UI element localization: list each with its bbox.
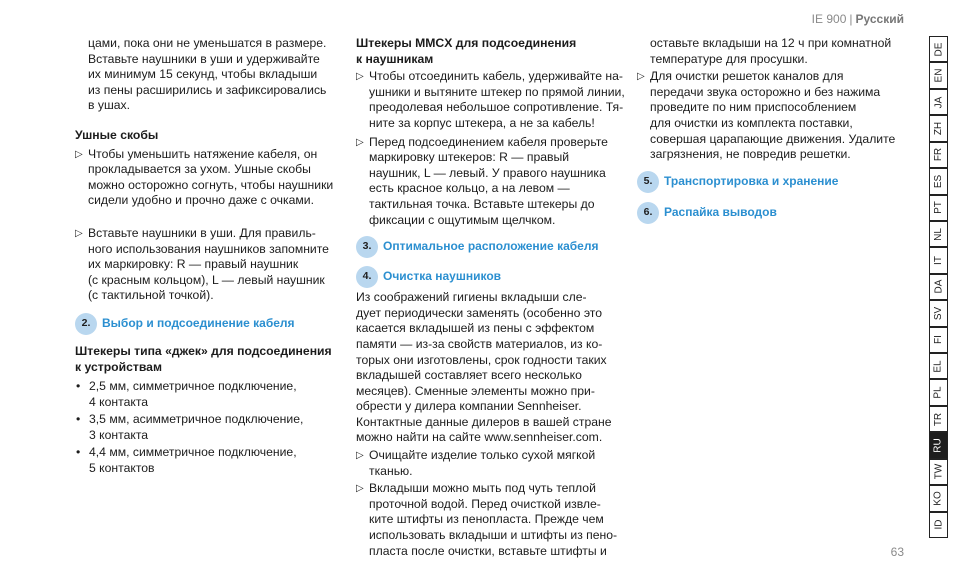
language-tab-label: ZH	[933, 121, 944, 136]
language-tabs	[929, 36, 948, 538]
language-tab-label: TW	[932, 464, 944, 480]
list-item	[75, 379, 345, 410]
intro-paragraph	[75, 36, 345, 114]
language-tab-label: DE	[933, 42, 944, 57]
text-line: их маркировку: R — правый наушник	[88, 257, 299, 272]
language-tab-label: NL	[932, 227, 944, 241]
text-line: сидели удобно и прочно даже с очками.	[88, 193, 314, 208]
bullet-icon: •	[76, 379, 81, 394]
jack-list	[75, 379, 345, 477]
page-header	[812, 12, 904, 26]
text-line: из пены расширились и зафиксировались	[88, 82, 327, 97]
language-tab-zh[interactable]	[929, 115, 948, 141]
insert-item	[75, 226, 345, 304]
text-line: температуре для просушки.	[650, 51, 808, 66]
language-tab-label: PL	[932, 386, 944, 399]
text-line: (с красным кольцом), L — левый наушник	[88, 272, 325, 287]
language-tab-it[interactable]	[929, 247, 948, 273]
text-line: есть красное кольцо, а на левом —	[369, 181, 570, 196]
section-title: Очистка наушников	[383, 269, 502, 284]
text-line: обрести у дилера компании Sennheiser.	[356, 399, 582, 414]
text-line: их минимум 15 секунд, чтобы вкладыши	[88, 67, 318, 82]
text-line: фиксации с ощутимым щелчком.	[369, 212, 556, 227]
text-line: Вставьте наушники в уши и удерживайте	[88, 51, 320, 66]
section-4-heading	[356, 266, 626, 288]
column-2	[356, 36, 626, 559]
text-line: Чтобы отсоединить кабель, удерживайте на-	[369, 69, 623, 84]
text-line: 3,5 мм, асимметричное подключение,	[89, 412, 304, 427]
language-tab-label: DA	[933, 280, 944, 294]
text-line: пласта после очистки, вставьте штифты и	[369, 543, 607, 558]
text-line: ушники и вытяните штекер по прямой линии,	[369, 84, 625, 99]
section-number-badge: 4.	[356, 266, 378, 288]
language-tab-fr[interactable]	[929, 142, 948, 168]
language-tab-el[interactable]	[929, 353, 948, 379]
text-line: Вкладыши можно мыть под чуть теплой	[369, 481, 596, 496]
text-line: к наушникам	[356, 51, 434, 66]
text-line: наушник, L — левый. У правого наушника	[369, 165, 606, 180]
clean-item-2	[356, 481, 626, 559]
text-line: загрязнения, не повредив решетки.	[650, 147, 851, 162]
language-tab-da[interactable]	[929, 274, 948, 300]
language-tab-ja[interactable]	[929, 89, 948, 115]
text-line: передачи звука осторожно и без нажима	[650, 84, 881, 99]
product-name: IE 900	[811, 12, 847, 26]
language-tab-label: EN	[933, 68, 944, 83]
section-number-badge: 2.	[75, 313, 97, 335]
language-tab-label: ES	[933, 174, 944, 188]
text-line: вкладышей составляет всего несколько	[356, 368, 582, 383]
text-line: 4 контакта	[89, 394, 149, 409]
mmcx-heading	[356, 36, 626, 67]
continued-paragraph	[637, 36, 907, 67]
text-line: маркировку штекеров: R — правый	[369, 150, 570, 165]
text-line: 2,5 мм, симметричное подключение,	[89, 379, 297, 394]
arrow-icon: ▷	[75, 148, 83, 160]
text-line: в ушах.	[88, 98, 130, 113]
text-line: для очистки из комплекта поставки,	[650, 115, 853, 130]
ear-hooks-heading: Ушные скобы	[75, 127, 159, 142]
bullet-icon: •	[76, 412, 81, 427]
text-line: Из соображений гигиены вкладыши сле-	[356, 290, 587, 305]
arrow-icon: ▷	[637, 71, 645, 83]
language-tab-fi[interactable]	[929, 327, 948, 353]
column-1	[75, 36, 345, 479]
text-line: 3 контакта	[89, 427, 149, 442]
text-line: проточной водой. Перед очисткой извле-	[369, 496, 601, 511]
language-tab-en[interactable]	[929, 62, 948, 88]
text-line: проведите по ним приспособлением	[650, 100, 857, 115]
arrow-icon: ▷	[75, 227, 83, 239]
text-line: использовать вкладыши и штифты из пено-	[369, 528, 618, 543]
text-line: касается вкладышей из пены с эффектом	[356, 321, 595, 336]
section-6-heading	[637, 202, 907, 224]
text-line: преодолевая небольшое сопротивление. Тя-	[369, 100, 624, 115]
text-line: Перед подсоединением кабеля проверьте	[369, 134, 608, 149]
text-line: ните за корпус штекера, а не за кабель!	[369, 115, 595, 130]
arrow-icon: ▷	[356, 450, 364, 462]
section-title: Выбор и подсоединение кабеля	[102, 316, 295, 331]
language-tab-label: RU	[932, 438, 944, 453]
text-line: Контактные данные дилеров в вашей стране	[356, 414, 612, 429]
language-tab-tr[interactable]	[929, 406, 948, 432]
header-language: Русский	[855, 12, 904, 26]
text-line: совершая царапающие движения. Удалите	[650, 131, 896, 146]
language-tab-de[interactable]	[929, 36, 948, 62]
section-title: Распайка выводов	[664, 204, 777, 219]
language-tab-label: SV	[933, 306, 944, 321]
language-tab-sv[interactable]	[929, 300, 948, 326]
cleaning-paragraph	[356, 290, 626, 446]
section-title: Оптимальное расположение кабеля	[383, 239, 599, 254]
header-separator: |	[849, 12, 853, 26]
text-line: ного использования наушников запомните	[88, 241, 329, 256]
text-line: Штекеры типа «джек» для подсоединения	[75, 343, 332, 358]
bullet-icon: •	[76, 445, 81, 460]
language-tab-ko[interactable]	[929, 485, 948, 511]
language-tab-label: EL	[932, 360, 944, 373]
text-line: Штекеры MMCX для подсоединения	[356, 36, 577, 50]
arrow-icon: ▷	[356, 483, 364, 495]
language-tab-label: ID	[933, 519, 944, 530]
text-line: памяти — из-за свойств материалов, из ко-	[356, 336, 603, 351]
language-tab-label: TR	[933, 412, 944, 426]
list-item	[75, 445, 345, 476]
language-tab-pl[interactable]	[929, 379, 948, 405]
text-line: цами, пока они не уменьшатся в размере.	[88, 36, 327, 50]
arrow-icon: ▷	[356, 136, 364, 148]
text-line: торых они изготовлены, срок годности таких	[356, 352, 607, 367]
section-3-heading	[356, 236, 626, 258]
text-line: месяцев). Сменные элементы можно при-	[356, 383, 595, 398]
language-tab-id[interactable]	[929, 512, 948, 538]
column-3	[637, 36, 907, 224]
language-tab-label: FR	[933, 148, 944, 162]
section-5-heading	[637, 171, 907, 193]
text-line: тактильная точка. Вставьте штекеры до	[369, 196, 595, 211]
language-tab-label: KO	[932, 491, 944, 506]
text-line: оставьте вкладыши на 12 ч при комнатной	[650, 36, 892, 50]
text-line: дует периодически заменять (особенно это	[356, 305, 602, 320]
list-item	[75, 412, 345, 443]
text-line: ките штифты из пенопласта. Прежде чем	[369, 512, 604, 527]
language-tab-label: FI	[932, 335, 944, 345]
text-line: (с тактильной точкой).	[88, 288, 214, 303]
language-tab-es[interactable]	[929, 168, 948, 194]
text-line: 4,4 мм, симметричное подключение,	[89, 445, 297, 460]
text-line: можно найти на сайте www.sennheiser.com.	[356, 430, 603, 445]
language-tab-label: PT	[933, 201, 944, 215]
section-title: Транспортировка и хранение	[664, 173, 839, 188]
language-tab-nl[interactable]	[929, 221, 948, 247]
page-number: 63	[890, 545, 904, 559]
text-line: Для очистки решеток каналов для	[650, 69, 844, 84]
text-line: Чтобы уменьшить натяжение кабеля, он	[88, 146, 318, 161]
clean-item-1	[356, 448, 626, 479]
text-line: тканью.	[369, 463, 413, 478]
text-line: 5 контактов	[89, 461, 155, 476]
mmcx-item-1	[356, 69, 626, 131]
language-tab-pt[interactable]	[929, 195, 948, 221]
language-tab-label: IT	[932, 256, 944, 266]
text-line: прокладывается за ухом. Ушные скобы	[88, 162, 311, 177]
language-tab-ru[interactable]	[929, 432, 948, 458]
ear-hooks-item	[75, 147, 345, 209]
mmcx-item-2	[356, 135, 626, 229]
grille-item	[637, 69, 907, 163]
language-tab-tw[interactable]	[929, 459, 948, 485]
text-line: Очищайте изделие только сухой мягкой	[369, 448, 596, 463]
text-line: Вставьте наушники в уши. Для правиль-	[88, 225, 316, 240]
section-number-badge: 6.	[637, 202, 659, 224]
section-2-heading	[75, 313, 345, 335]
text-line: к устройствам	[75, 359, 162, 374]
jack-heading	[75, 344, 345, 375]
language-tab-label: JA	[932, 96, 944, 108]
arrow-icon: ▷	[356, 71, 364, 83]
text-line: можно осторожно согнуть, чтобы наушники	[88, 177, 334, 192]
section-number-badge: 5.	[637, 171, 659, 193]
section-number-badge: 3.	[356, 236, 378, 258]
